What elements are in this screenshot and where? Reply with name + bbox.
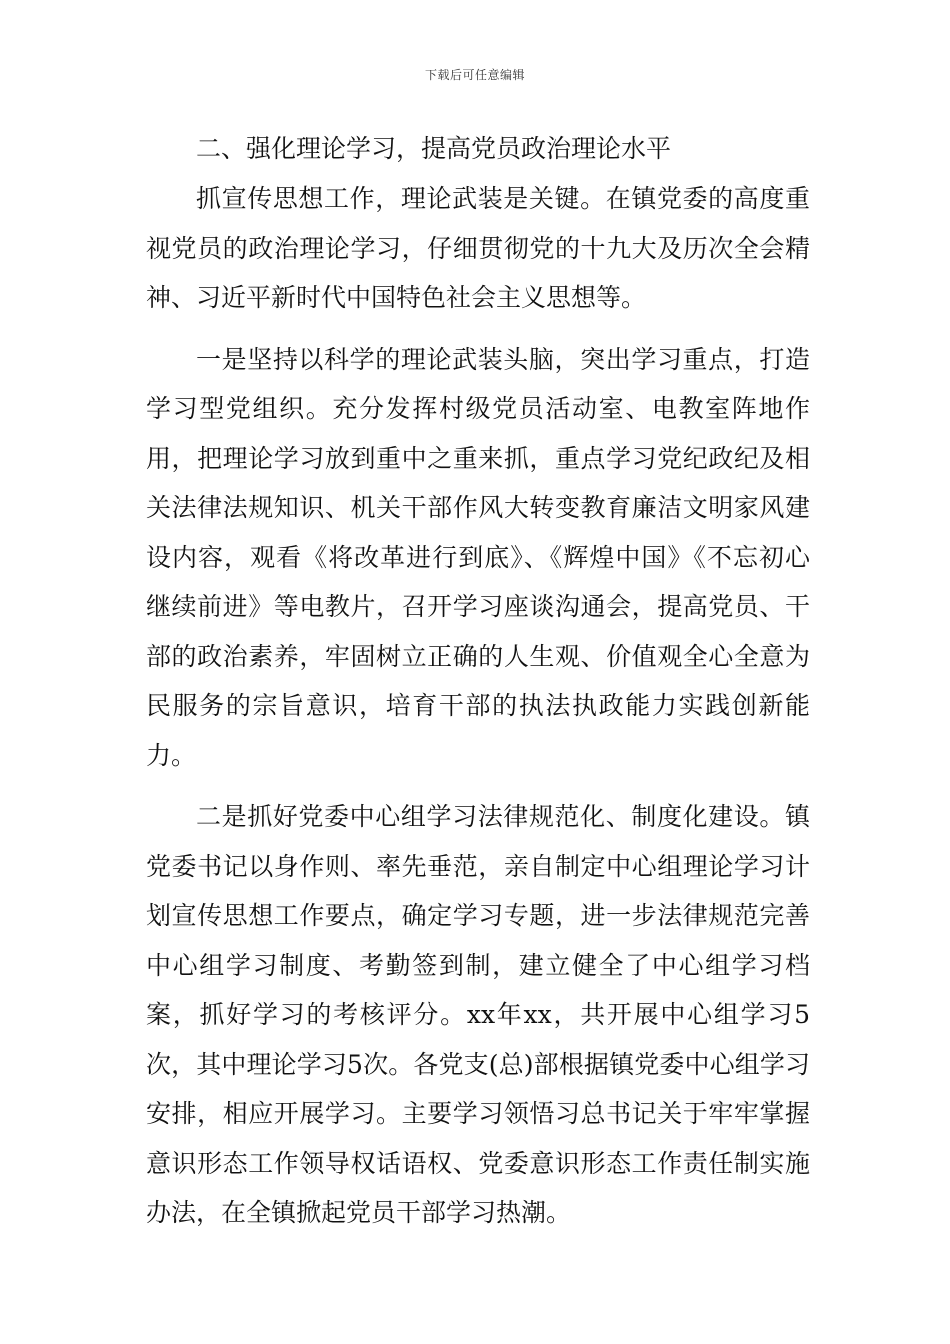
header-note: 下载后可任意编辑 (424, 68, 525, 82)
paragraph-intro: 抓宣传思想工作，理论武装是关键。在镇党委的高度重视党员的政治理论学习，仔细贯彻党的十九大及历次全会精神、习近平新时代中国特色社会主义思想等。 (146, 184, 810, 312)
paragraph-point-one: 一是坚持以科学的理论武装头脑，突出学习重点，打造学习型党组织。充分发挥村级党员活动室、电教室阵地作用，把理论学习放到重中之重来抓，重点学习党纪政纪及相关法律法规知识、机关干部作风大转变教育廉洁文明家风建设内容，观看《将改革进行到底》、《辉煌中国》《不忘初心 继续前进》等电教片，召开学习座谈沟通会，提高党员、干部的政治素养，牢固树立正确的人生观、价值观全心全意为民服务的宗旨意识，培育干部的执法执政能力实践创新能力。 (146, 344, 810, 770)
document-body (146, 124, 810, 1238)
paragraph-point-two: 二是抓好党委中心组学习法律规范化、制度化建设。镇党委书记以身作则、率先垂范，亲自制定中心组理论学习计划宣传思想工作要点，确定学习专题，进一步法律规范完善中心组学习制度、考勤签到制，建立健全了中心组学习档案，抓好学习的考核评分。xx年xx，共开展中心组学习5次，其中理论学习5次。各党支(总)部根据镇党委中心组学习安排，相应开展学习。主要学习领悟习总书记关于牢牢掌握意识形态工作领导权话语权、党委意识形态工作责任制实施办法，在全镇掀起党员干部学习热潮。 (146, 802, 810, 1227)
section-heading: 二、强化理论学习，提高党员政治理论水平 (196, 134, 672, 163)
